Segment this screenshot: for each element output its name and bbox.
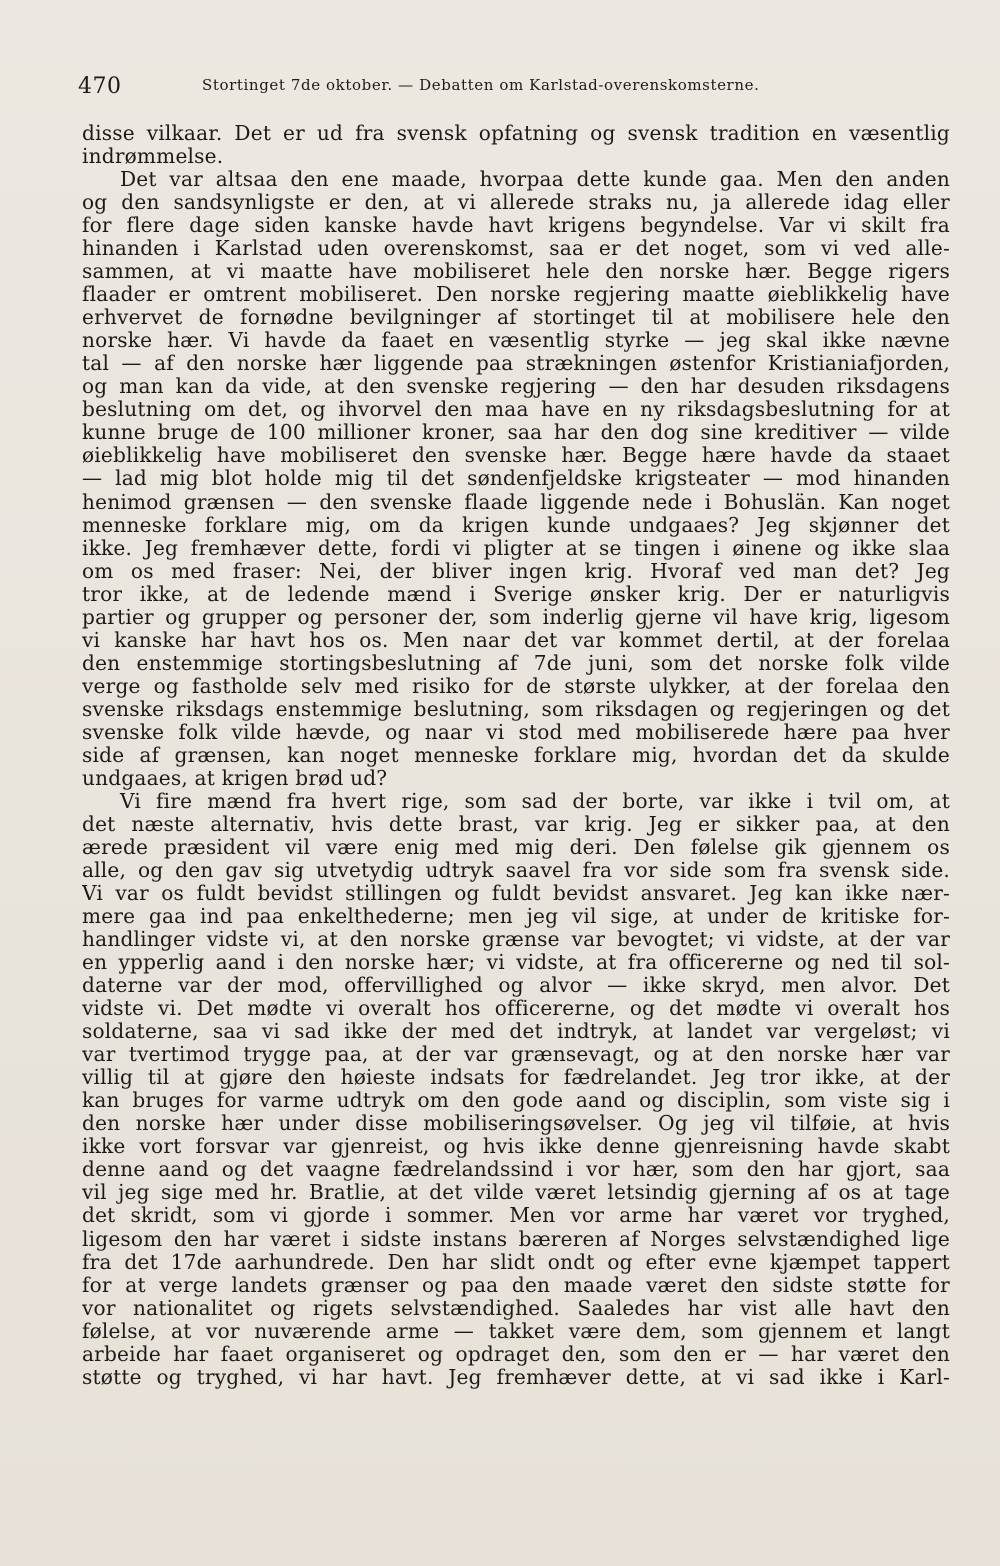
text-line: Det var altsaa den ene maade, hvorpaa dette kunde gaa. Men den anden — [120, 168, 950, 192]
text-line: alle, og den gav sig utvetydig udtryk saavel fra vor side som fra svensk side. — [82, 859, 950, 882]
text-line: hinanden i Karlstad uden overenskomst, saa er det noget, som vi ved alle- — [82, 237, 950, 261]
text-line: mere gaa ind paa enkelthederne; men jeg vil sige, at under de kritiske for- — [82, 905, 950, 929]
running-title: Stortinget 7de oktober. — Debatten om Karlstad-overenskomsterne. — [202, 76, 760, 94]
text-line: flaader er omtrent mobiliseret. Den norske regjering maatte øieblikkelig have — [82, 283, 950, 307]
text-line: tror ikke, at de ledende mænd i Sverige ønsker krig. Der er naturligvis — [82, 582, 950, 606]
text-line: disse vilkaar. Det er ud fra svensk opfatning og svensk tradition en væsentlig — [82, 122, 950, 145]
body-text — [82, 122, 950, 1412]
text-line: tal — af den norske hær liggende paa strækningen østenfor Kristianiafjorden, — [82, 352, 950, 376]
text-line: vil jeg sige med hr. Bratlie, at det vilde været letsindig gjerning af os at tage — [82, 1181, 950, 1205]
text-line: Vi fire mænd fra hvert rige, som sad der borte, var ikke i tvil om, at — [120, 789, 950, 813]
text-line: øieblikkelig have mobiliseret den svenske hær. Begge hære havde da staaet — [82, 444, 950, 468]
text-line: beslutning om det, og ihvorvel den maa have en ny riksdagsbeslutning for at — [82, 398, 950, 422]
text-line: sammen, at vi maatte have mobiliseret hele den norske hær. Begge rigers — [82, 260, 950, 284]
text-line: var tvertimod trygge paa, at der var grænsevagt, og at den norske hær var — [82, 1043, 950, 1067]
text-line: den enstemmige stortingsbeslutning af 7de juni, som det norske folk vilde — [82, 651, 950, 675]
text-line: for at verge landets grænser og paa den maade været den sidste støtte for — [82, 1273, 950, 1297]
text-line — [82, 1389, 950, 1412]
text-line: svenske folk vilde hævde, og naar vi stod med mobiliserede hære paa hver — [82, 720, 950, 744]
text-line: undgaaes, at krigen brød ud? — [82, 766, 388, 790]
text-line: menneske forklare mig, om da krigen kunde undgaaes? Jeg skjønner det — [82, 513, 950, 537]
text-line: kan bruges for varme udtryk om den gode aand og disciplin, som viste sig i — [82, 1089, 950, 1113]
text-line: det næste alternativ, hvis dette brast, var krig. Jeg er sikker paa, at den — [82, 812, 950, 836]
text-line: henimod grænsen — den svenske flaade liggende nede i Bohuslän. Kan noget — [82, 490, 950, 514]
text-line: Vi var os fuldt bevidst stillingen og fuldt bevidst ansvaret. Jeg kan ikke nær- — [82, 882, 950, 906]
text-line: for flere dage siden kanske havde havt krigens begyndelse. Var vi skilt fra — [82, 214, 950, 238]
text-line: norske hær. Vi havde da faaet en væsentlig styrke — jeg skal ikke nævne — [82, 329, 950, 353]
text-line: ikke. Jeg fremhæver dette, fordi vi pligter at se tingen i øinene og ikke slaa — [82, 536, 950, 560]
running-header — [78, 72, 938, 108]
text-line: vor nationalitet og rigets selvstændighed. Saaledes har vist alle havt den — [82, 1296, 950, 1320]
text-line: daterne var der mod, offervillighed og alvor — ikke skryd, men alvor. Det — [82, 974, 950, 998]
text-line: og man kan da vide, at den svenske regjering — den har desuden riksdagens — [82, 375, 950, 399]
text-line: om os med fraser: Nei, der bliver ingen krig. Hvoraf ved man det? Jeg — [82, 559, 950, 583]
text-line: en ypperlig aand i den norske hær; vi vidste, at fra officererne og ned til sol- — [82, 951, 950, 975]
text-line: det skridt, som vi gjorde i sommer. Men vor arme har været vor tryghed, — [82, 1204, 950, 1228]
text-line: støtte og tryghed, vi har havt. Jeg fremhæver dette, at vi sad ikke i Karl- — [82, 1365, 950, 1389]
text-line: og den sandsynligste er den, at vi allerede straks nu, ja allerede idag eller — [82, 191, 950, 215]
page-number: 470 — [78, 74, 122, 99]
text-line: handlinger vidste vi, at den norske grænse var bevogtet; vi vidste, at der var — [82, 928, 950, 952]
text-line: partier og grupper og personer der, som inderlig gjerne vil have krig, ligesom — [82, 605, 950, 629]
text-line: — lad mig blot holde mig til det søndenfjeldske krigsteater — mod hinanden — [82, 467, 950, 491]
text-line: side af grænsen, kan noget menneske forklare mig, hvordan det da skulde — [82, 743, 950, 767]
text-line: ligesom den har været i sidste instans bæreren af Norges selvstændighed lige — [82, 1227, 950, 1251]
text-line: indrømmelse. — [82, 145, 224, 169]
text-line: arbeide har faaet organiseret og opdraget den, som den er — har været den — [82, 1342, 950, 1366]
text-line: ikke vort forsvar var gjenreist, og hvis ikke denne gjenreisning havde skabt — [82, 1135, 950, 1159]
text-line: følelse, at vor nuværende arme — takket være dem, som gjennem et langt — [82, 1319, 950, 1343]
text-line: vi kanske har havt hos os. Men naar det var kommet dertil, at der forelaa — [82, 628, 950, 652]
text-line: kunne bruge de 100 millioner kroner, saa har den dog sine kreditiver — vilde — [82, 421, 950, 445]
text-line: fra det 17de aarhundrede. Den har slidt ondt og efter evne kjæmpet tappert — [82, 1250, 950, 1274]
text-line: svenske riksdags enstemmige beslutning, som riksdagen og regjeringen og det — [82, 697, 950, 721]
text-line: villig til at gjøre den høieste indsats for fædrelandet. Jeg tror ikke, at der — [82, 1066, 950, 1090]
text-line: erhvervet de fornødne bevilgninger af stortinget til at mobilisere hele den — [82, 306, 950, 330]
text-line: denne aand og det vaagne fædrelandssind i vor hær, som den har gjort, saa — [82, 1158, 950, 1182]
text-line: soldaterne, saa vi sad ikke der med det indtryk, at landet var vergeløst; vi — [82, 1020, 950, 1044]
text-line: ærede præsident vil være enig med mig deri. Den følelse gik gjennem os — [82, 835, 950, 859]
text-line: verge og fastholde selv med risiko for de største ulykker, at der forelaa den — [82, 674, 950, 698]
text-line: den norske hær under disse mobiliseringsøvelser. Og jeg vil tilføie, at hvis — [82, 1112, 950, 1136]
text-line: vidste vi. Det mødte vi overalt hos officererne, og det mødte vi overalt hos — [82, 997, 950, 1021]
